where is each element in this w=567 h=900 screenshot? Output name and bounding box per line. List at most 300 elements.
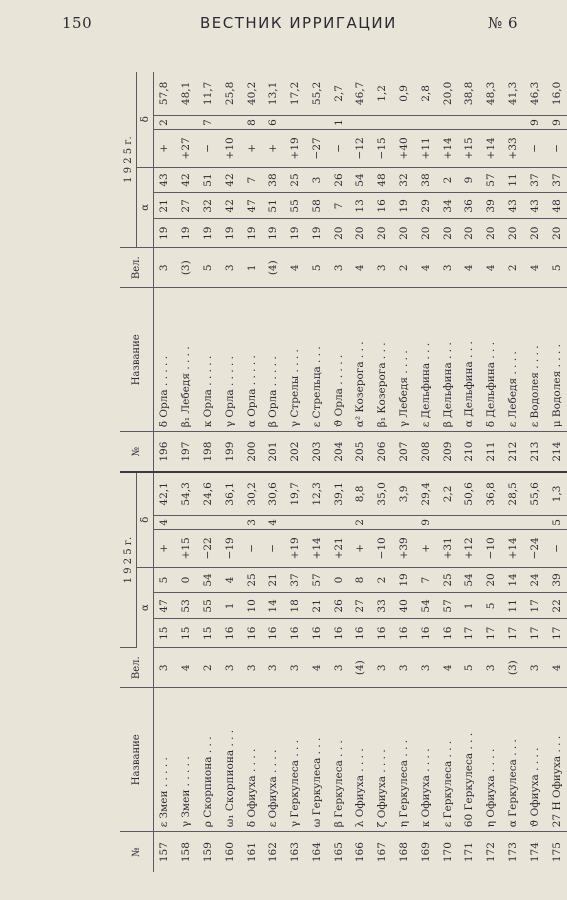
dec-minutes: 16,0	[546, 72, 567, 115]
star-name: 27 Н Офиуха . . .	[546, 688, 567, 832]
dec-degrees: 5	[546, 515, 567, 529]
dec-minutes: 17,2	[284, 72, 306, 115]
dec-degrees	[328, 515, 350, 529]
table-row	[350, 72, 372, 872]
dec-degrees	[480, 515, 502, 529]
dec-degrees	[306, 515, 328, 529]
star-magnitude: 3	[480, 648, 502, 688]
star-magnitude: 3	[219, 248, 241, 288]
ra-hours: 17	[546, 619, 567, 648]
star-name: ρ Скорпиона . . .	[197, 688, 219, 832]
star-magnitude: 5	[546, 248, 567, 288]
dec-sign-degrees: −12	[350, 130, 372, 167]
star-name: δ Дельфина . . .	[480, 288, 502, 432]
dec-degrees: 6	[262, 115, 284, 129]
star-magnitude: 3	[371, 648, 393, 688]
table-row	[328, 72, 350, 872]
star-name: η Геркулеса . . .	[393, 688, 415, 832]
ra-minutes: 57	[437, 593, 459, 619]
col-delta-left: δ	[136, 472, 153, 567]
dec-minutes: 3,9	[393, 472, 415, 515]
star-number: 205	[350, 432, 372, 472]
star-name: λ Офиуха . . . .	[350, 688, 372, 832]
ra-minutes: 48	[546, 193, 567, 219]
ra-hours: 20	[393, 219, 415, 248]
star-number: 165	[332, 842, 345, 863]
ra-hours: 20	[502, 219, 524, 248]
dec-minutes: 2,2	[437, 472, 459, 515]
star-name: α Геркулеса . . .	[502, 688, 524, 832]
star-number: 197	[175, 432, 197, 472]
dec-sign-degrees: −27	[306, 130, 328, 167]
star-number: 203	[306, 432, 328, 472]
star-name: κ Офиуха . . . .	[415, 688, 437, 832]
ra-seconds: 42	[175, 167, 197, 193]
dec-sign-degrees: −	[546, 530, 567, 567]
ra-hours: 19	[306, 219, 328, 248]
table-row	[371, 72, 393, 872]
ra-seconds: 51	[197, 167, 219, 193]
dec-minutes: 48,1	[175, 72, 197, 115]
star-name: η Офиуха . . . .	[480, 688, 502, 832]
star-magnitude: 3	[524, 648, 546, 688]
star-number: 175	[550, 842, 563, 863]
ra-minutes: 18	[284, 593, 306, 619]
star-name: β₁ Козерога . . .	[371, 288, 393, 432]
ra-minutes: 54	[415, 593, 437, 619]
star-magnitude: 1	[241, 248, 263, 288]
dec-sign-degrees: −	[197, 130, 219, 167]
star-number: 166	[353, 842, 366, 863]
ra-seconds: 54	[350, 167, 372, 193]
dec-sign-degrees: −10	[371, 530, 393, 567]
col-num-left: №	[120, 832, 154, 872]
ra-hours: 17	[480, 619, 502, 648]
ra-seconds: 3	[306, 167, 328, 193]
dec-minutes: 25,8	[219, 72, 241, 115]
dec-degrees	[524, 515, 546, 529]
star-number: 212	[502, 432, 524, 472]
star-magnitude: 3	[328, 248, 350, 288]
star-magnitude: 2	[393, 248, 415, 288]
star-magnitude: 3	[393, 648, 415, 688]
ra-minutes: 21	[306, 593, 328, 619]
dec-sign-degrees: +21	[328, 530, 350, 567]
dec-degrees: 3	[241, 515, 263, 529]
star-name: ω Геркулеса . . .	[306, 688, 328, 832]
dec-minutes: 1,3	[546, 472, 567, 515]
col-mag-left: Вел.	[120, 648, 154, 688]
star-name: ε Стрельца . . .	[306, 288, 328, 432]
ra-hours: 20	[350, 219, 372, 248]
ra-hours: 20	[524, 219, 546, 248]
dec-degrees	[284, 115, 306, 129]
ra-hours: 16	[241, 619, 263, 648]
ra-hours: 19	[153, 219, 175, 248]
star-magnitude: 5	[197, 248, 219, 288]
col-alpha-right: α	[136, 167, 153, 248]
dec-minutes: 28,5	[502, 472, 524, 515]
dec-minutes: 48,3	[480, 72, 502, 115]
dec-sign-degrees: −	[328, 130, 350, 167]
star-number: 211	[480, 432, 502, 472]
dec-minutes: 2,7	[328, 72, 350, 115]
ra-seconds: 11	[502, 167, 524, 193]
ra-minutes: 33	[371, 593, 393, 619]
dec-degrees: 2	[153, 115, 175, 129]
star-number: 199	[219, 432, 241, 472]
ra-minutes: 43	[502, 193, 524, 219]
star-magnitude: 4	[546, 648, 567, 688]
ra-seconds: 25	[284, 167, 306, 193]
ra-minutes: 43	[524, 193, 546, 219]
ra-minutes: 47	[153, 593, 175, 619]
ra-minutes: 10	[241, 593, 263, 619]
star-name: ε Дельфина . . .	[415, 288, 437, 432]
star-magnitude: (4)	[350, 648, 372, 688]
col-delta-right: δ	[136, 72, 153, 167]
dec-degrees	[371, 115, 393, 129]
dec-sign-degrees: +12	[458, 530, 480, 567]
dec-sign-degrees: +	[350, 530, 372, 567]
dec-sign-degrees: +31	[437, 530, 459, 567]
col-name-left: Название	[120, 688, 154, 832]
dec-degrees	[371, 515, 393, 529]
star-number: 158	[179, 842, 192, 863]
star-magnitude: 3	[219, 648, 241, 688]
star-magnitude: 4	[415, 248, 437, 288]
dec-sign-degrees: +	[153, 130, 175, 167]
ra-seconds: 21	[262, 567, 284, 593]
ra-minutes: 27	[175, 193, 197, 219]
ra-hours: 20	[458, 219, 480, 248]
ra-minutes: 47	[241, 193, 263, 219]
star-name: δ Офиуха . . . .	[241, 688, 263, 832]
star-magnitude: 3	[153, 648, 175, 688]
table-row	[393, 72, 415, 872]
page-header	[0, 0, 567, 44]
dec-sign-degrees: +11	[415, 130, 437, 167]
star-magnitude: 3	[371, 248, 393, 288]
dec-minutes: 12,3	[306, 472, 328, 515]
dec-degrees: 8	[241, 115, 263, 129]
dec-minutes: 55,2	[306, 72, 328, 115]
ra-minutes: 58	[306, 193, 328, 219]
star-magnitude: 4	[458, 248, 480, 288]
star-number: 201	[262, 432, 284, 472]
star-number: 202	[284, 432, 306, 472]
ra-seconds: 37	[284, 567, 306, 593]
ra-seconds: 42	[219, 167, 241, 193]
dec-degrees	[219, 115, 241, 129]
ra-minutes: 11	[502, 593, 524, 619]
star-name: α² Козерога . . .	[350, 288, 372, 432]
dec-degrees	[175, 115, 197, 129]
star-magnitude: 3	[262, 648, 284, 688]
star-number: 160	[223, 842, 236, 863]
ra-seconds: 26	[328, 167, 350, 193]
star-magnitude: 3	[153, 248, 175, 288]
ra-minutes: 51	[262, 193, 284, 219]
dec-sign-degrees: +	[153, 530, 175, 567]
ra-hours: 19	[284, 219, 306, 248]
dec-degrees: 9	[415, 515, 437, 529]
ra-minutes: 40	[393, 593, 415, 619]
dec-minutes: 57,8	[153, 72, 175, 115]
ra-hours: 16	[415, 619, 437, 648]
star-magnitude: 2	[502, 248, 524, 288]
ra-hours: 20	[328, 219, 350, 248]
ra-seconds: 54	[197, 567, 219, 593]
star-number: 213	[524, 432, 546, 472]
dec-degrees: 2	[350, 515, 372, 529]
ra-seconds: 2	[371, 567, 393, 593]
dec-sign-degrees: −10	[480, 530, 502, 567]
dec-minutes: 0,9	[393, 72, 415, 115]
star-number: 206	[371, 432, 393, 472]
dec-minutes: 40,2	[241, 72, 263, 115]
dec-sign-degrees: +	[415, 530, 437, 567]
ra-minutes: 7	[328, 193, 350, 219]
star-magnitude: 3	[437, 248, 459, 288]
ra-seconds: 24	[524, 567, 546, 593]
dec-degrees	[437, 515, 459, 529]
dec-degrees	[393, 115, 415, 129]
dec-sign-degrees: −	[262, 530, 284, 567]
star-name: γ Стрелы . . . .	[284, 288, 306, 432]
ra-hours: 17	[502, 619, 524, 648]
ra-minutes: 29	[415, 193, 437, 219]
dec-degrees	[502, 515, 524, 529]
dec-degrees	[458, 515, 480, 529]
ra-hours: 16	[371, 619, 393, 648]
dec-degrees	[284, 515, 306, 529]
dec-degrees	[437, 115, 459, 129]
ra-hours: 16	[306, 619, 328, 648]
ra-seconds: 37	[546, 167, 567, 193]
dec-sign-degrees: +14	[306, 530, 328, 567]
star-magnitude: (3)	[502, 648, 524, 688]
ra-seconds: 25	[241, 567, 263, 593]
dec-minutes: 8,8	[350, 472, 372, 515]
table-row	[284, 72, 306, 872]
star-number: 170	[441, 842, 454, 863]
star-number: 164	[310, 842, 323, 863]
star-number: 163	[288, 842, 301, 863]
star-magnitude: 4	[524, 248, 546, 288]
ra-hours: 19	[262, 219, 284, 248]
star-number: 159	[201, 842, 214, 863]
table-row	[219, 72, 241, 872]
dec-degrees: 1	[328, 115, 350, 129]
ra-seconds: 38	[415, 167, 437, 193]
dec-sign-degrees: −24	[524, 530, 546, 567]
ra-seconds: 9	[458, 167, 480, 193]
ra-hours: 20	[480, 219, 502, 248]
star-name: μ Водолея . . . .	[546, 288, 567, 432]
dec-degrees: 4	[262, 515, 284, 529]
star-name: ϑ Орла . . . . .	[328, 288, 350, 432]
ra-minutes: 14	[262, 593, 284, 619]
dec-sign-degrees: +14	[502, 530, 524, 567]
dec-minutes: 46,3	[524, 72, 546, 115]
ra-seconds: 43	[153, 167, 175, 193]
table-row	[306, 72, 328, 872]
star-name: β₁ Лебедя . . . .	[175, 288, 197, 432]
star-name: β Геркулеса . . .	[328, 688, 350, 832]
star-magnitude: 4	[350, 248, 372, 288]
dec-sign-degrees: −	[546, 130, 567, 167]
ra-hours: 20	[371, 219, 393, 248]
table-row	[524, 72, 546, 872]
ra-seconds: 38	[262, 167, 284, 193]
dec-degrees	[219, 515, 241, 529]
dec-degrees	[480, 115, 502, 129]
star-number: 198	[197, 432, 219, 472]
dec-sign-degrees: −19	[219, 530, 241, 567]
star-name: ϑ Офиуха . . . .	[524, 688, 546, 832]
col-year-right: 1 9 2 5 г.	[120, 72, 137, 248]
star-magnitude: (4)	[262, 248, 284, 288]
dec-sign-degrees: −15	[371, 130, 393, 167]
star-magnitude: 4	[480, 248, 502, 288]
star-name: γ Геркулеса . . .	[284, 688, 306, 832]
ra-minutes: 34	[437, 193, 459, 219]
star-magnitude: 5	[306, 248, 328, 288]
dec-sign-degrees: +27	[175, 130, 197, 167]
ra-hours: 19	[241, 219, 263, 248]
ra-hours: 19	[219, 219, 241, 248]
ra-seconds: 5	[153, 567, 175, 593]
star-number: 162	[266, 842, 279, 863]
ra-hours: 15	[175, 619, 197, 648]
dec-sign-degrees: −	[241, 530, 263, 567]
dec-degrees: 4	[153, 515, 175, 529]
ra-minutes: 16	[371, 193, 393, 219]
star-name: ε Офиуха . . . .	[262, 688, 284, 832]
star-name: ε Змеи . . . . .	[153, 688, 175, 832]
dec-sign-degrees: +	[262, 130, 284, 167]
col-name-right: Название	[120, 288, 154, 432]
star-number: 174	[528, 842, 541, 863]
ra-minutes: 27	[350, 593, 372, 619]
star-name: ε Геркулеса . . .	[437, 688, 459, 832]
table-row	[241, 72, 263, 872]
star-magnitude: 3	[415, 648, 437, 688]
table-row	[197, 72, 219, 872]
dec-degrees	[350, 115, 372, 129]
ra-hours: 15	[153, 619, 175, 648]
star-name: ε Водолея . . . .	[524, 288, 546, 432]
star-magnitude: 2	[197, 648, 219, 688]
ra-seconds: 57	[306, 567, 328, 593]
ra-seconds: 25	[437, 567, 459, 593]
table-body	[153, 72, 567, 872]
dec-degrees: 9	[546, 115, 567, 129]
dec-minutes: 1,2	[371, 72, 393, 115]
dec-degrees	[197, 515, 219, 529]
ra-hours: 16	[328, 619, 350, 648]
page-number: 150	[62, 14, 93, 32]
star-number: 207	[393, 432, 415, 472]
star-name: ε Лебедя . . . .	[502, 288, 524, 432]
dec-degrees	[393, 515, 415, 529]
star-name: γ Лебедя . . . .	[393, 288, 415, 432]
ra-seconds: 0	[328, 567, 350, 593]
ra-hours: 20	[437, 219, 459, 248]
issue-number: № 6	[488, 14, 519, 32]
star-number: 208	[415, 432, 437, 472]
dec-minutes: 36,8	[480, 472, 502, 515]
table-row	[546, 72, 567, 872]
ra-hours: 16	[437, 619, 459, 648]
star-magnitude: 3	[284, 648, 306, 688]
dec-minutes: 46,7	[350, 72, 372, 115]
star-name: β Дельфина . . .	[437, 288, 459, 432]
dec-degrees	[306, 115, 328, 129]
dec-sign-degrees: +14	[437, 130, 459, 167]
star-magnitude: 3	[328, 648, 350, 688]
ra-minutes: 55	[284, 193, 306, 219]
dec-minutes: 24,6	[197, 472, 219, 515]
dec-sign-degrees: +19	[284, 130, 306, 167]
dec-sign-degrees: +40	[393, 130, 415, 167]
star-number: 157	[157, 842, 170, 863]
dec-sign-degrees: +	[241, 130, 263, 167]
ra-minutes: 36	[458, 193, 480, 219]
ra-hours: 19	[197, 219, 219, 248]
ra-minutes: 1	[219, 593, 241, 619]
star-number: 161	[245, 842, 258, 863]
dec-sign-degrees: +14	[480, 130, 502, 167]
dec-minutes: 50,6	[458, 472, 480, 515]
star-number: 168	[397, 842, 410, 863]
star-magnitude: 5	[458, 648, 480, 688]
star-name: γ Орла . . . . .	[219, 288, 241, 432]
ra-seconds: 7	[241, 167, 263, 193]
star-name: δ Орла . . . . .	[153, 288, 175, 432]
star-number: 173	[506, 842, 519, 863]
star-number: 200	[241, 432, 263, 472]
table-row	[153, 72, 175, 872]
table-row	[437, 72, 459, 872]
star-magnitude: 4	[306, 648, 328, 688]
star-number: 204	[328, 432, 350, 472]
ra-hours: 17	[458, 619, 480, 648]
ra-seconds: 32	[393, 167, 415, 193]
ra-minutes: 1	[458, 593, 480, 619]
col-alpha-left: α	[136, 567, 153, 648]
ra-minutes: 21	[153, 193, 175, 219]
ra-minutes: 42	[219, 193, 241, 219]
ra-seconds: 39	[546, 567, 567, 593]
dec-minutes: 41,3	[502, 72, 524, 115]
dec-minutes: 19,7	[284, 472, 306, 515]
dec-sign-degrees: +15	[458, 130, 480, 167]
table-row	[262, 72, 284, 872]
ra-hours: 16	[284, 619, 306, 648]
dec-sign-degrees: +39	[393, 530, 415, 567]
star-number: 214	[546, 432, 567, 472]
star-number: 196	[153, 432, 175, 472]
dec-minutes: 39,1	[328, 472, 350, 515]
ra-hours: 19	[175, 219, 197, 248]
ra-seconds: 48	[371, 167, 393, 193]
dec-sign-degrees: +15	[175, 530, 197, 567]
ra-hours: 16	[262, 619, 284, 648]
star-name: ω₁ Скорпиона . . .	[219, 688, 241, 832]
table-row	[415, 72, 437, 872]
